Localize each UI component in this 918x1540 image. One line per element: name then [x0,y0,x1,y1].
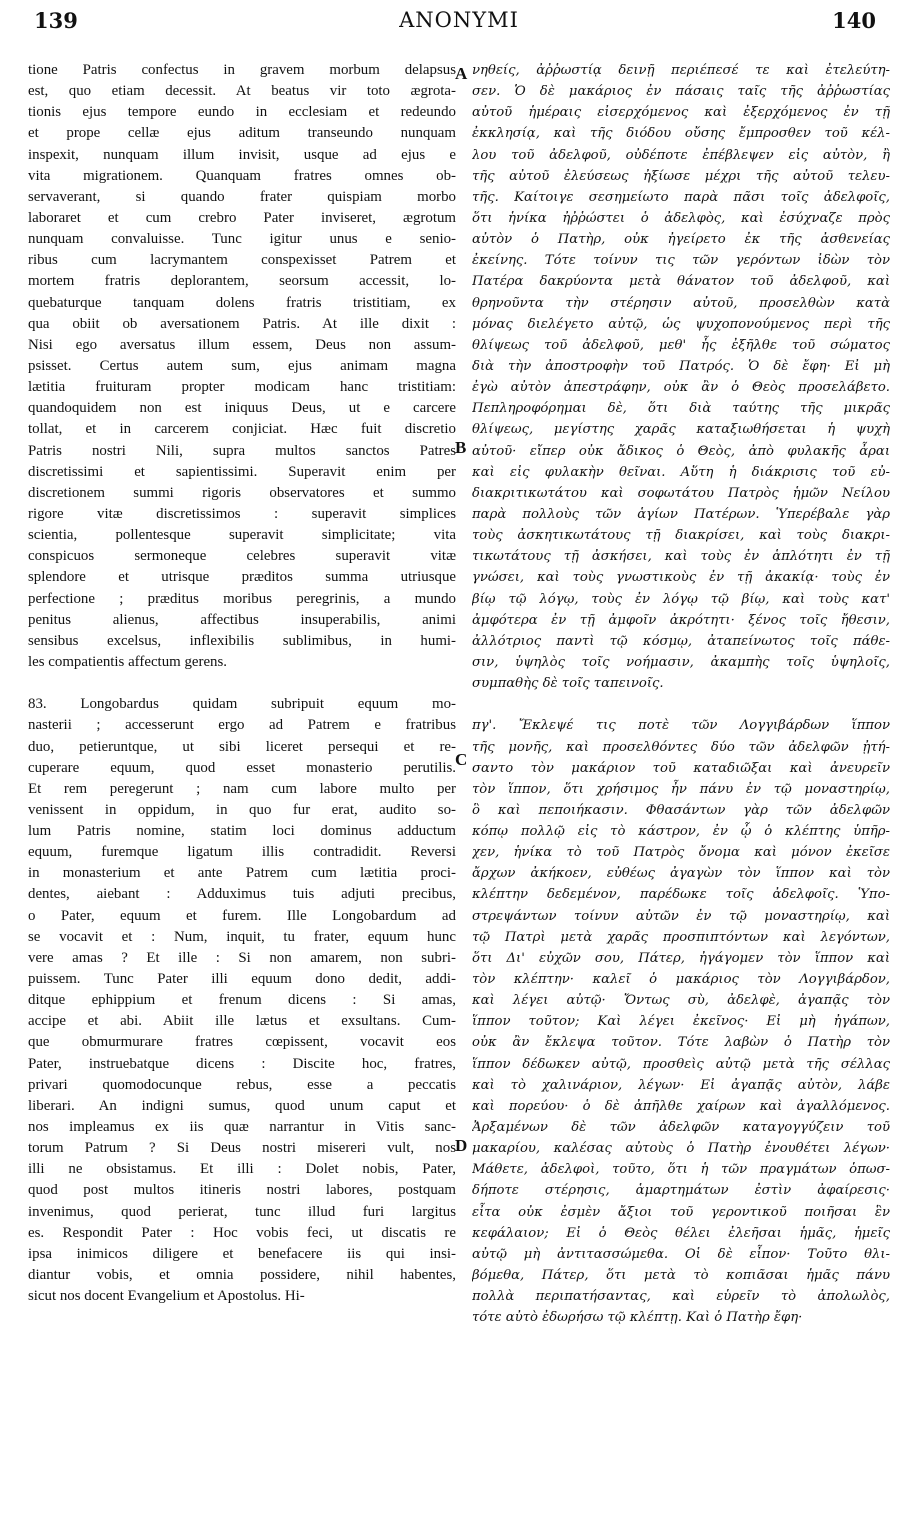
latin-text-line: est, quo etiam decessit. At beatus vir toto ægrota- [28,83,456,100]
greek-text-line: κλέπτην δεδεμένον, παρέδωκε τοῖς ἀδελφοῖς. Ὑπο- [472,887,890,903]
latin-text-line: ipsa inimicos diligere et benefacere iis qui insi- [28,1245,456,1262]
greek-text-line: σεν. Ὁ δὲ μακάριος ἐν πάσαις ταῖς τῆς ἀῤῥωστίας [472,84,890,100]
latin-text-line: nasterii ; accesserunt ergo ad Patrem e fratribus [28,717,456,734]
margin-marker-b: B [455,438,467,457]
latin-text-line: es. Respondit Pater : Hoc vobis feci, ut discatis re [28,1224,456,1241]
greek-text-line: κόπῳ πολλῷ εἰς τὸ κάστρον, ἐν ᾧ ὁ κλέπτης ὑπῆρ- [472,824,890,840]
paragraph-gap [472,694,890,715]
greek-text-line: λου τοῦ ἀδελφοῦ, οὐδέποτε ἐπέβλεψεν εἰς αὐτὸν, ἢ [472,147,890,163]
latin-text-line: privari quomodocunque rebus, esse a peccatis [28,1076,456,1093]
latin-text-line: quandoquidem non est iniquus Deus, ut e carcere [28,400,456,417]
latin-text-line: lum Patris nomine, statim loci dominus adductum [28,823,456,840]
greek-text-line: ἐκκλησίᾳ, καὶ τῆς διόδου οὔσης ἔμπροσθεν τοῦ κέλ- [472,126,890,142]
greek-text-line: διὰ τὴν ἀποστροφὴν τοῦ Πατρός. Ὁ δὲ ἔφη· Εἰ μὴ [472,358,890,374]
latin-text-line: venissent in oppidum, in quo fur erat, audito so- [28,801,456,818]
latin-text-line: penitus alienus, affectibus insuperabilis, animi [28,611,456,628]
latin-text-line: Pater, instruebatque dicens : Discite hoc, fratres, [28,1055,456,1072]
greek-text-line: αὐτοῦ ἡμέραις εἰσερχόμενος καὶ ἐξερχόμενος ἐν τῇ [472,105,890,121]
latin-text-line: et prope cellæ ejus aditum transeundo nunquam [28,125,456,142]
latin-text-line: cuperare equum, quod esset monasterio perutilis. [28,759,456,776]
latin-text-line: equum, furemque ligatum illis contradidit. Reversi [28,844,456,861]
latin-text-line: se vocavit et : Num, inquit, tu frater, equum hunc [28,928,456,945]
greek-text-line: Πατέρα δακρύοντα μετὰ θάνατον τοῦ ἀδελφοῦ, καὶ [472,274,890,290]
greek-text-line: Μάθετε, ἀδελφοὶ, τοῦτο, ὅτι ἡ τῶν πραγμάτων ὁπωσ- [472,1162,890,1178]
latin-text-line: vita migrationem. Quanquam fratres omnes ob- [28,167,456,184]
latin-text-line: liberari. An indigni sumus, quod unum caput et [28,1097,456,1114]
greek-text-line: ἐκείνης. Τότε τοίνυν τις τῶν γερόντων ἰδὼν τὸν [472,253,890,269]
greek-text-line: Πεπληροφόρημαι δὲ, ὅτι διὰ ταύτης τῆς μικρᾶς [472,401,890,417]
latin-text-line: sicut nos docent Evangelium et Apostolus. Hi- [28,1288,305,1305]
latin-text-line: Nisi ego aversatus illum essem, Deus non assum- [28,336,456,353]
latin-text-line: in monasterium et ante Patrem cum lætitia proci- [28,865,456,882]
greek-text-line: θλίψεως τοῦ ἀδελφοῦ, μεθ' ἧς ἐξῆλθε τοῦ σώματος [472,337,890,353]
latin-text-line: nunquam convaluisse. Tunc igitur unus e senio- [28,231,456,248]
greek-text-line: γνώσει, καὶ τοὺς γνωστικοὺς ἐν τῇ ἀκακίᾳ· τοὺς ἐν [472,570,890,586]
greek-text-line: σαντο τὸν μακάριον τοῦ καταδιῶξαι καὶ ἀνευρεῖν [472,760,890,776]
greek-text-line: βόμεθα, Πάτερ, ὅτι μετὰ τὸ κοπιᾶσαι ἡμᾶς πάνυ [472,1268,890,1284]
greek-text-line: τότε αὐτὸ ἐδωρήσω τῷ κλέπτῃ. Καὶ ὁ Πατὴρ ἔφη· [472,1310,803,1326]
greek-text-line: τὸν ἵππον, ὅτι χρήσιμος ἦν πάνυ ἐν τῷ μοναστηρίῳ, [472,781,890,797]
greek-text-line: εἶτα οὐκ ἐσμὲν ἄξιοι τοῦ γεροντικοῦ ποιῆσαι ἓν [472,1204,890,1220]
latin-text-line: illi ne obsistamus. Et illi : Dolet nobis, Pater, [28,1161,456,1178]
greek-text-line: τὸν κλέπτην· καλεῖ ὁ μακάριος τὸν Λογγιβάρδον, [472,972,890,988]
greek-text-line: δήποτε στέρησις, ἁμαρτημάτων ἐστὶν ἀφαίρεσις· [472,1183,890,1199]
latin-text-line: diantur vobis, et omnia possidere, nihil habentes, [28,1267,456,1284]
greek-text-line: Ἀρξαμένων δὲ τῶν ἀδελφῶν καταγογγύζειν τοῦ [472,1120,890,1136]
latin-column [28,60,456,1307]
greek-text-line: χεν, ἡνίκα τὸ τοῦ Πατρὸς ὄνομα καὶ μόνον ἐκεῖσε [472,845,890,861]
latin-text-line: splendore et utrisque præditos summa utriusque [28,569,456,586]
greek-text-line: οὐκ ἂν ἔκλεψα τοῦτον. Τότε λαβὼν ὁ Πατὴρ τὸν [472,1035,890,1051]
latin-text-line: qua obiit ob aversationem Patris. At ille dixit : [28,315,456,332]
latin-text-line: scientia, pollentesque superavit simplicitate; vita [28,527,456,544]
latin-text-line: que obmurmurare fratres cœpissent, vocavit eos [28,1034,456,1051]
greek-text-line: τικωτάτους τῇ ἀσκήσει, καὶ τοὺς ἐν ἁπλότητι ἐν τῇ [472,549,890,565]
greek-text-line: τῆς. Καίτοιγε σεσημείωτο παρὰ πᾶσι τοῖς ἀδελφοῖς, [472,189,890,205]
greek-text-line: τῷ Πατρὶ μετὰ χαρᾶς προσπιπτόντων καὶ λεγόντων, [472,929,890,945]
greek-text-line: κεφάλαιον; Εἰ ὁ Θεὸς θέλει ἐλεῆσαι ἡμᾶς, ἡμεῖς [472,1225,890,1241]
greek-text-line: καὶ εἰς φυλακὴν θεῖναι. Αὕτη ἡ διάκρισις τοῦ εὐ- [472,464,890,480]
latin-text-line: discretissimi et sapientissimi. Superavit enim per [28,463,456,480]
latin-text-line: ribus cum lacrymantem conspexisset Patrem et [28,252,456,269]
latin-text-line: tione Patris confectus in gravem morbum delapsus [28,62,456,78]
greek-column [472,60,890,1328]
greek-text-line: πολλὰ περιπατήσαντας, καὶ εὑρεῖν τὸ ἀπολωλὸς, [472,1289,890,1305]
greek-text-line: τοὺς ἀσκητικωτάτους τῇ διακρίσει, καὶ τοὺς διακρι- [472,528,890,544]
margin-marker-a: A [455,64,468,83]
greek-text-line: ἄρχων ἀκήκοεν, εὐθέως ἀγαγὼν τὸν ἵππον καὶ τὸν [472,866,890,882]
greek-text-line: παρὰ πολλοὺς τῶν ἁγίων Πατέρων. Ὑπερέβαλε γὰρ [472,506,890,522]
latin-text-line: ditque ephippium et frenum dicens : Si amas, [28,992,456,1009]
latin-text-line: servaverant, si quando frater quispiam morbo [28,188,456,205]
greek-text-line: ἵππον τοῦτον; Καὶ λέγει ἐκεῖνος· Εἰ μὴ ἠγάπων, [472,1014,890,1030]
latin-text-line: Et rem peregerunt ; nam cum labore multo per [28,780,456,797]
latin-text-line: accipe et abi. Abiit ille lætus et exsultans. Cum- [28,1013,456,1030]
right-page-number: 140 [832,8,876,33]
latin-text-line: tollat, et in carcerem conjiciat. Hæc fuit discretio [28,421,456,438]
greek-text-line: τῆς μονῆς, καὶ προσελθόντες δύο τῶν ἀδελφῶν ᾐτή- [472,739,890,755]
margin-marker-d: D [455,1136,468,1155]
greek-text-line: καὶ τὸ χαλινάριον, λέγων· Εἰ ἀγαπᾷς αὐτὸν, λάβε [472,1077,890,1093]
greek-text-line: θρηνοῦντα τὴν στέρησιν αὐτοῦ, προσελθὼν κατὰ [472,295,890,311]
greek-text-line: αὐτὸν ὁ Πατὴρ, οὐκ ἠγείρετο ἐκ τῆς ἀσθενείας [472,232,890,248]
margin-marker-c: C [455,750,468,769]
greek-text-line: στρεψάντων τοίνυν αὐτῶν ἐν τῷ μοναστηρίῳ, καὶ [472,908,890,924]
latin-text-line: sensibus excelsus, inflexibilis sublimibus, in humi- [28,632,456,649]
latin-text-line: 83. Longobardus quidam subripuit equum mo- [28,696,456,713]
greek-text-line: μακαρίου, καλέσας αὐτοὺς ὁ Πατὴρ ἐνουθέτει λέγων· [472,1141,890,1157]
latin-text-line: quebaturque tanquam dolens fratris tristitiam, ex [28,294,456,311]
greek-text-line: αὐτῷ μὴ ἀντιτασσώμεθα. Οἱ δὲ εἶπον· Τοῦτο θλι- [472,1246,890,1262]
latin-text-line: torum Patrum ? Si Deus nostri misereri vult, nos [28,1140,456,1157]
greek-text-line: ὃ καὶ πεποιήκασιν. Φθασάντων γὰρ τῶν ἀδελφῶν [472,802,890,818]
latin-text-line: tionis ejus tempore eundo in ecclesiam et redeundo [28,104,456,121]
latin-text-line: duo, petieruntque, ut sibi liceret persequi et re- [28,738,456,755]
page-header [0,6,918,42]
greek-text-line: καὶ πορεύου· ὁ δὲ ἀπῆλθε χαίρων καὶ ἀγαλλόμενος. [472,1098,890,1114]
latin-text-line: discretionem summi rigoris observatores et summo [28,484,456,501]
greek-text-line: καὶ λέγει αὐτῷ· Ὄντως σὺ, ἀδελφὲ, ἀγαπᾷς τὸν [472,993,890,1009]
greek-text-line: διακριτικωτάτου καὶ σοφωτάτου Πατρὸς ἡμῶν Νείλου [472,485,890,501]
greek-text-line: συμπαθὴς δὲ τοῖς ταπεινοῖς. [472,676,664,692]
greek-text-line: ἀμφότερα ἐν τῇ ἀμφοῖν ἀκρότητι· ξένος τοῖς ἤθεσιν, [472,612,890,628]
greek-text-line: θλίψεως, μεγίστης χαρᾶς καταξιωθήσεται ἡ ψυχὴ [472,422,890,438]
latin-text-line: conspicuos sermoneque celebres superavit vitæ [28,548,456,565]
latin-text-line: o Pater, equum et furem. Ille Longobardum ad [28,907,456,924]
latin-text-line: perfectione ; præditus moribus peregrinis, a mundo [28,590,456,607]
paragraph-gap [28,673,456,694]
latin-text-line: psisset. Certus autem sum, ejus animam magna [28,357,456,374]
greek-text-line: ἵππον δέδωκεν αὐτῷ, προσθεὶς αὐτῷ μετὰ τῆς σέλλας [472,1056,890,1072]
left-page-number: 139 [34,8,78,33]
greek-text-line: πγ'. Ἔκλεψέ τις ποτὲ τῶν Λογγιβάρδων ἵππον [472,718,890,734]
greek-text-line: ἐγὼ αὐτὸν ἀπεστράφην, οὐκ ἂν ὁ Θεὸς προσελάβετο. [472,380,890,396]
latin-text-line: nos impleamus ex iis quæ narrantur in Vitis sanc- [28,1119,456,1136]
greek-text-line: τῆς αὐτοῦ ἐλεύσεως ἠξίωσε μέχρι τῆς αὐτοῦ τελευ- [472,168,890,184]
greek-text-line: νηθείς, ἀῤῥωστίᾳ δεινῇ περιέπεσέ τε καὶ ἐτελεύτη- [472,63,890,78]
latin-text-line: inspexit, nunquam illum invisit, usque ad ejus e [28,146,456,163]
greek-text-line: ἀλλότριος παντὶ τῷ κόσμῳ, ἀταπείνωτος τοῖς πάθε- [472,633,890,649]
greek-text-line: μόνας διελέγετο αὐτῷ, ὡς ψυχοπονούμενος περὶ τῆς [472,316,890,332]
latin-text-line: mortem fratris deplorantem, seorsum accessit, lo- [28,273,456,290]
greek-text-line: σιν, ὑψηλὸς τοῖς νοήμασιν, ἀκαμπὴς τοῖς ὑψηλοῖς, [472,654,890,670]
latin-text-line: vere amas ? Et ille : Si non amarem, non subri- [28,949,456,966]
greek-text-line: ὅτι Δι' εὐχῶν σου, Πάτερ, ἠγάγομεν τὸν ἵππον καὶ [472,950,890,966]
latin-text-line: invenimus, quod perierat, tunc illud furi largitus [28,1203,456,1220]
greek-text-line: βίῳ τῷ λόγῳ, τοὺς ἐν λόγῳ τῷ βίῳ, καὶ τοὺς κατ' [472,591,890,607]
latin-text-line: rigore vitæ discretissimos : superavit simplices [28,505,456,522]
latin-text-line: quod post multos itineris nostri labores, postquam [28,1182,456,1199]
greek-text-line: ὅτι ἡνίκα ἠῤῥώστει ὁ ἀδελφὸς, καὶ ἐσύχναζε πρὸς [472,210,890,226]
latin-text-line: lætitia fruituram propter modicam hanc tristitiam: [28,379,456,396]
latin-text-line: laboraret et cum crebro Pater inviseret, ægrotum [28,209,456,226]
running-title: ANONYMI [399,8,519,32]
latin-text-line: puissem. Tunc Pater illi equum dono dedit, addi- [28,971,456,988]
greek-text-line: αὐτοῦ· εἴπερ οὐκ ἄδικος ὁ Θεὸς, ἀπὸ φυλακῆς ἆραι [472,443,890,459]
latin-text-line: les compatientis affectum gerens. [28,653,228,670]
latin-text-line: Patris nostri Nili, supra multos sanctos Patres [28,442,456,459]
latin-text-line: dentes, aiebant : Adduximus tuis adjuti precibus, [28,886,456,903]
